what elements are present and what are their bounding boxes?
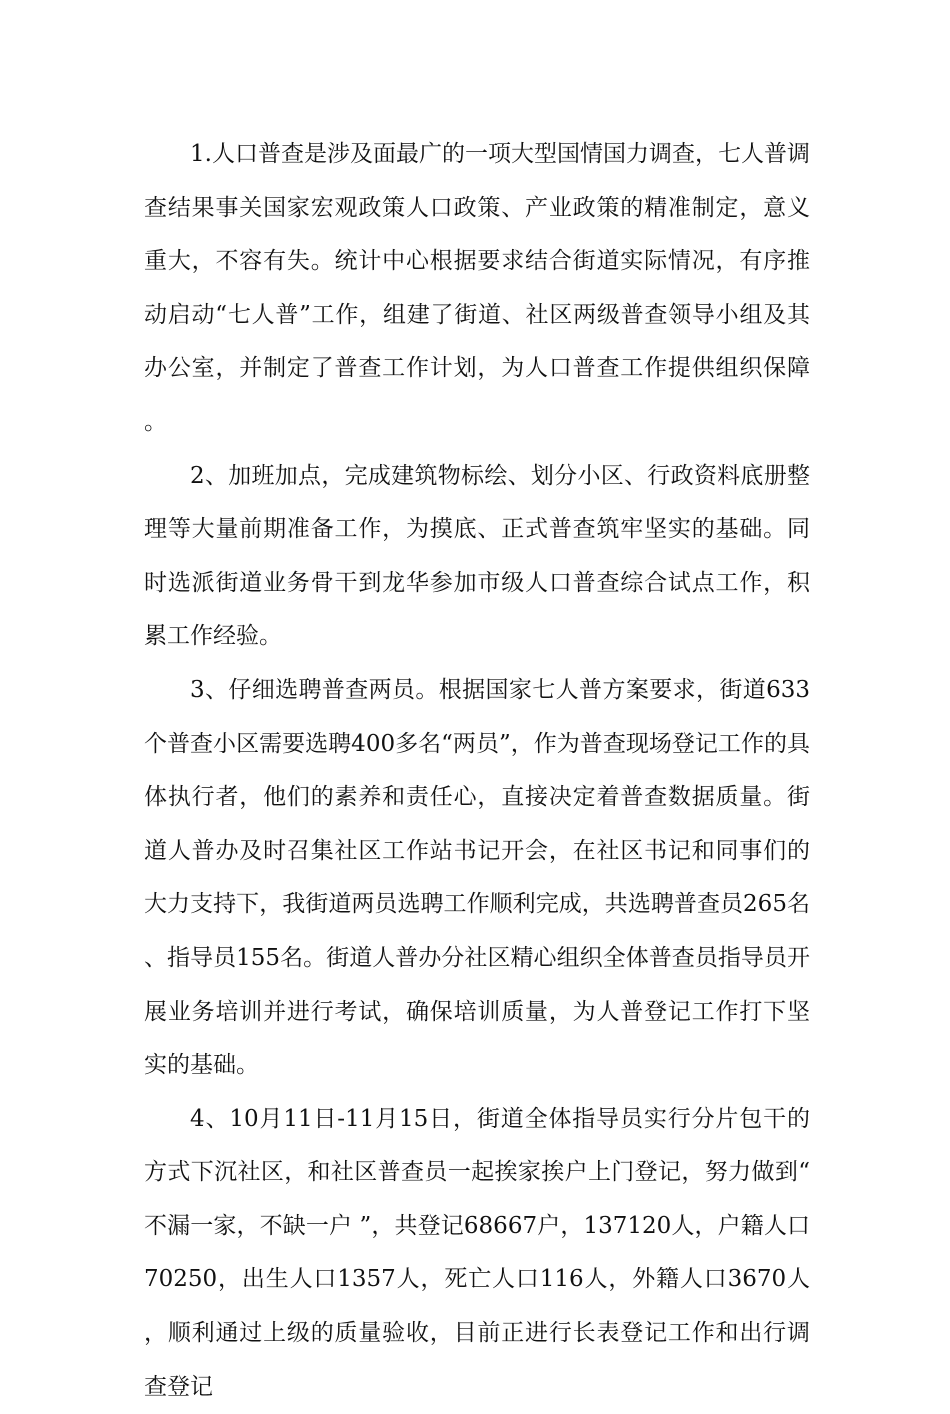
paragraph-4: 4、10月11日-11月15日，街道全体指导员实行分片包干的方式下沉社区，和社区普查员一起挨家挨户上门登记，努力做到“不漏一家，不缺一户 ”，共登记68667户，137120人，户籍人口70250，出生人口1357人，死亡人口116人，外籍人口3670人，顺利通过上级的质量验收，目前正进行长表登记工作和出行调查登记: [144, 1105, 810, 1400]
document-body: [144, 128, 810, 1414]
paragraph-1: 1.人口普查是涉及面最广的一项大型国情国力调查，七人普调查结果事关国家宏观政策人口政策、产业政策的精准制定，意义重大，不容有失。统计中心根据要求结合街道实际情况，有序推动启动“七人普”工作，组建了街道、社区两级普查领导小组及其办公室，并制定了普查工作计划，为人口普查工作提供组织保障。: [144, 141, 810, 435]
paragraph-2: 2、加班加点，完成建筑物标绘、划分小区、行政资料底册整理等大量前期准备工作，为摸底、正式普查筑牢坚实的基础。同时选派街道业务骨干到龙华参加市级人口普查综合试点工作，积累工作经验。: [144, 462, 810, 650]
paragraph-3: 3、仔细选聘普查两员。根据国家七人普方案要求，街道633个普查小区需要选聘400多名“两员”，作为普查现场登记工作的具体执行者，他们的素养和责任心，直接决定着普查数据质量。街道人普办及时召集社区工作站书记开会，在社区书记和同事们的大力支持下，我街道两员选聘工作顺利完成，共选聘普查员265名、指导员155名。街道人普办分社区精心组织全体普查员指导员开展业务培训并进行考试，确保培训质量，为人普登记工作打下坚实的基础。: [144, 676, 810, 1079]
